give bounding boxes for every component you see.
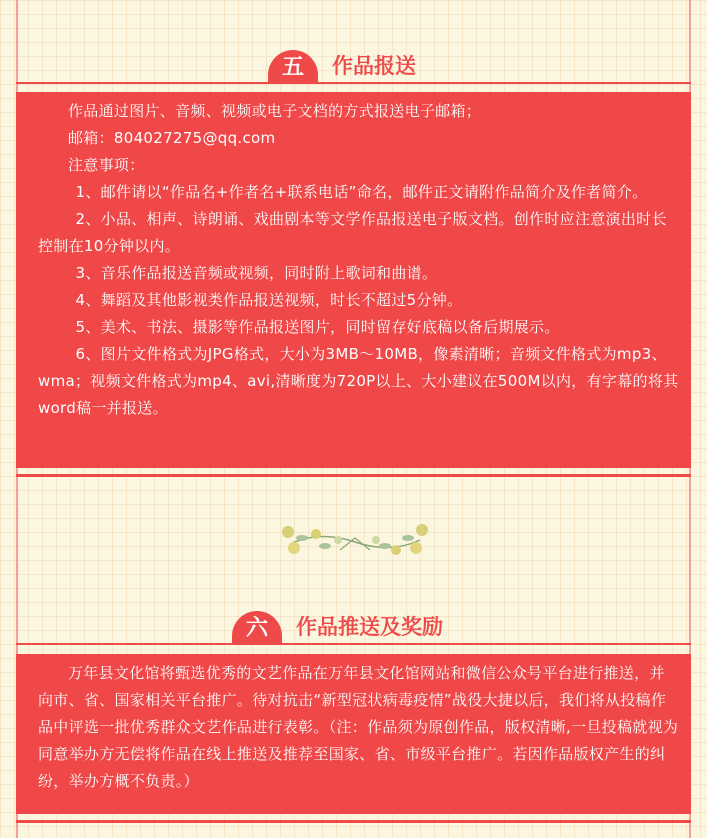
section-6-panel: [16, 654, 691, 814]
section-6-title: 作品推送及奖励: [296, 615, 443, 639]
header-rule: [16, 82, 691, 84]
section-5-panel: [16, 92, 691, 468]
floral-ornament-icon: [280, 520, 430, 560]
section-5-number: 五: [268, 50, 318, 84]
note-item-2: 2、小品、相声、诗朗诵、戏曲剧本等文学作品报送电子版文档。创作时应注意演出时长控制在10分钟以内。: [38, 210, 667, 255]
intro-text: 作品通过图片、音频、视频或电子文档的方式报送电子邮箱；: [68, 102, 482, 120]
section-5-title: 作品报送: [332, 54, 416, 78]
section-6-body: 万年县文化馆将甄选优秀的文艺作品在万年县文化馆网站和微信公众号平台进行推送，并向市、省、国家相关平台推广。待对抗击“新型冠状病毒疫情”战役大捷以后，我们将从投稿作品中评选一批优秀群众文艺作品进行表彰。（注：作品须为原创作品，版权清晰,一旦投稿就视为同意举办方无偿将作品在线上推送及推荐至国家、省、市级平台推广。若因作品版权产生的纠纷，举办方概不负责。）: [38, 664, 679, 790]
notes-heading: 注意事项：: [68, 156, 145, 174]
section-5-header: [0, 44, 707, 84]
panel-6-bottom-rule: [16, 820, 691, 823]
section-6-header: [0, 605, 707, 645]
note-item-5: 5、美术、书法、摄影等作品报送图片，同时留存好底稿以备后期展示。: [75, 318, 560, 336]
panel-5-bottom-rule: [16, 474, 691, 477]
email-text: 邮箱：804027275@qq.com: [68, 129, 276, 147]
note-item-1: 1、邮件请以“作品名+作者名+联系电话”命名，邮件正文请附作品简介及作者简介。: [75, 183, 648, 201]
note-item-3: 3、音乐作品报送音频或视频，同时附上歌词和曲谱。: [75, 264, 438, 282]
note-item-6: 6、图片文件格式为JPG格式，大小为3MB～10MB，像素清晰；音频文件格式为mp3、wma；视频文件格式为mp4、avi,清晰度为720P以上、大小建议在500M以内，有字幕的将其word稿一并报送。: [38, 345, 679, 417]
header-rule: [16, 643, 691, 645]
note-item-4: 4、舞蹈及其他影视类作品报送视频，时长不超过5分钟。: [75, 291, 463, 309]
section-6-number: 六: [232, 611, 282, 645]
